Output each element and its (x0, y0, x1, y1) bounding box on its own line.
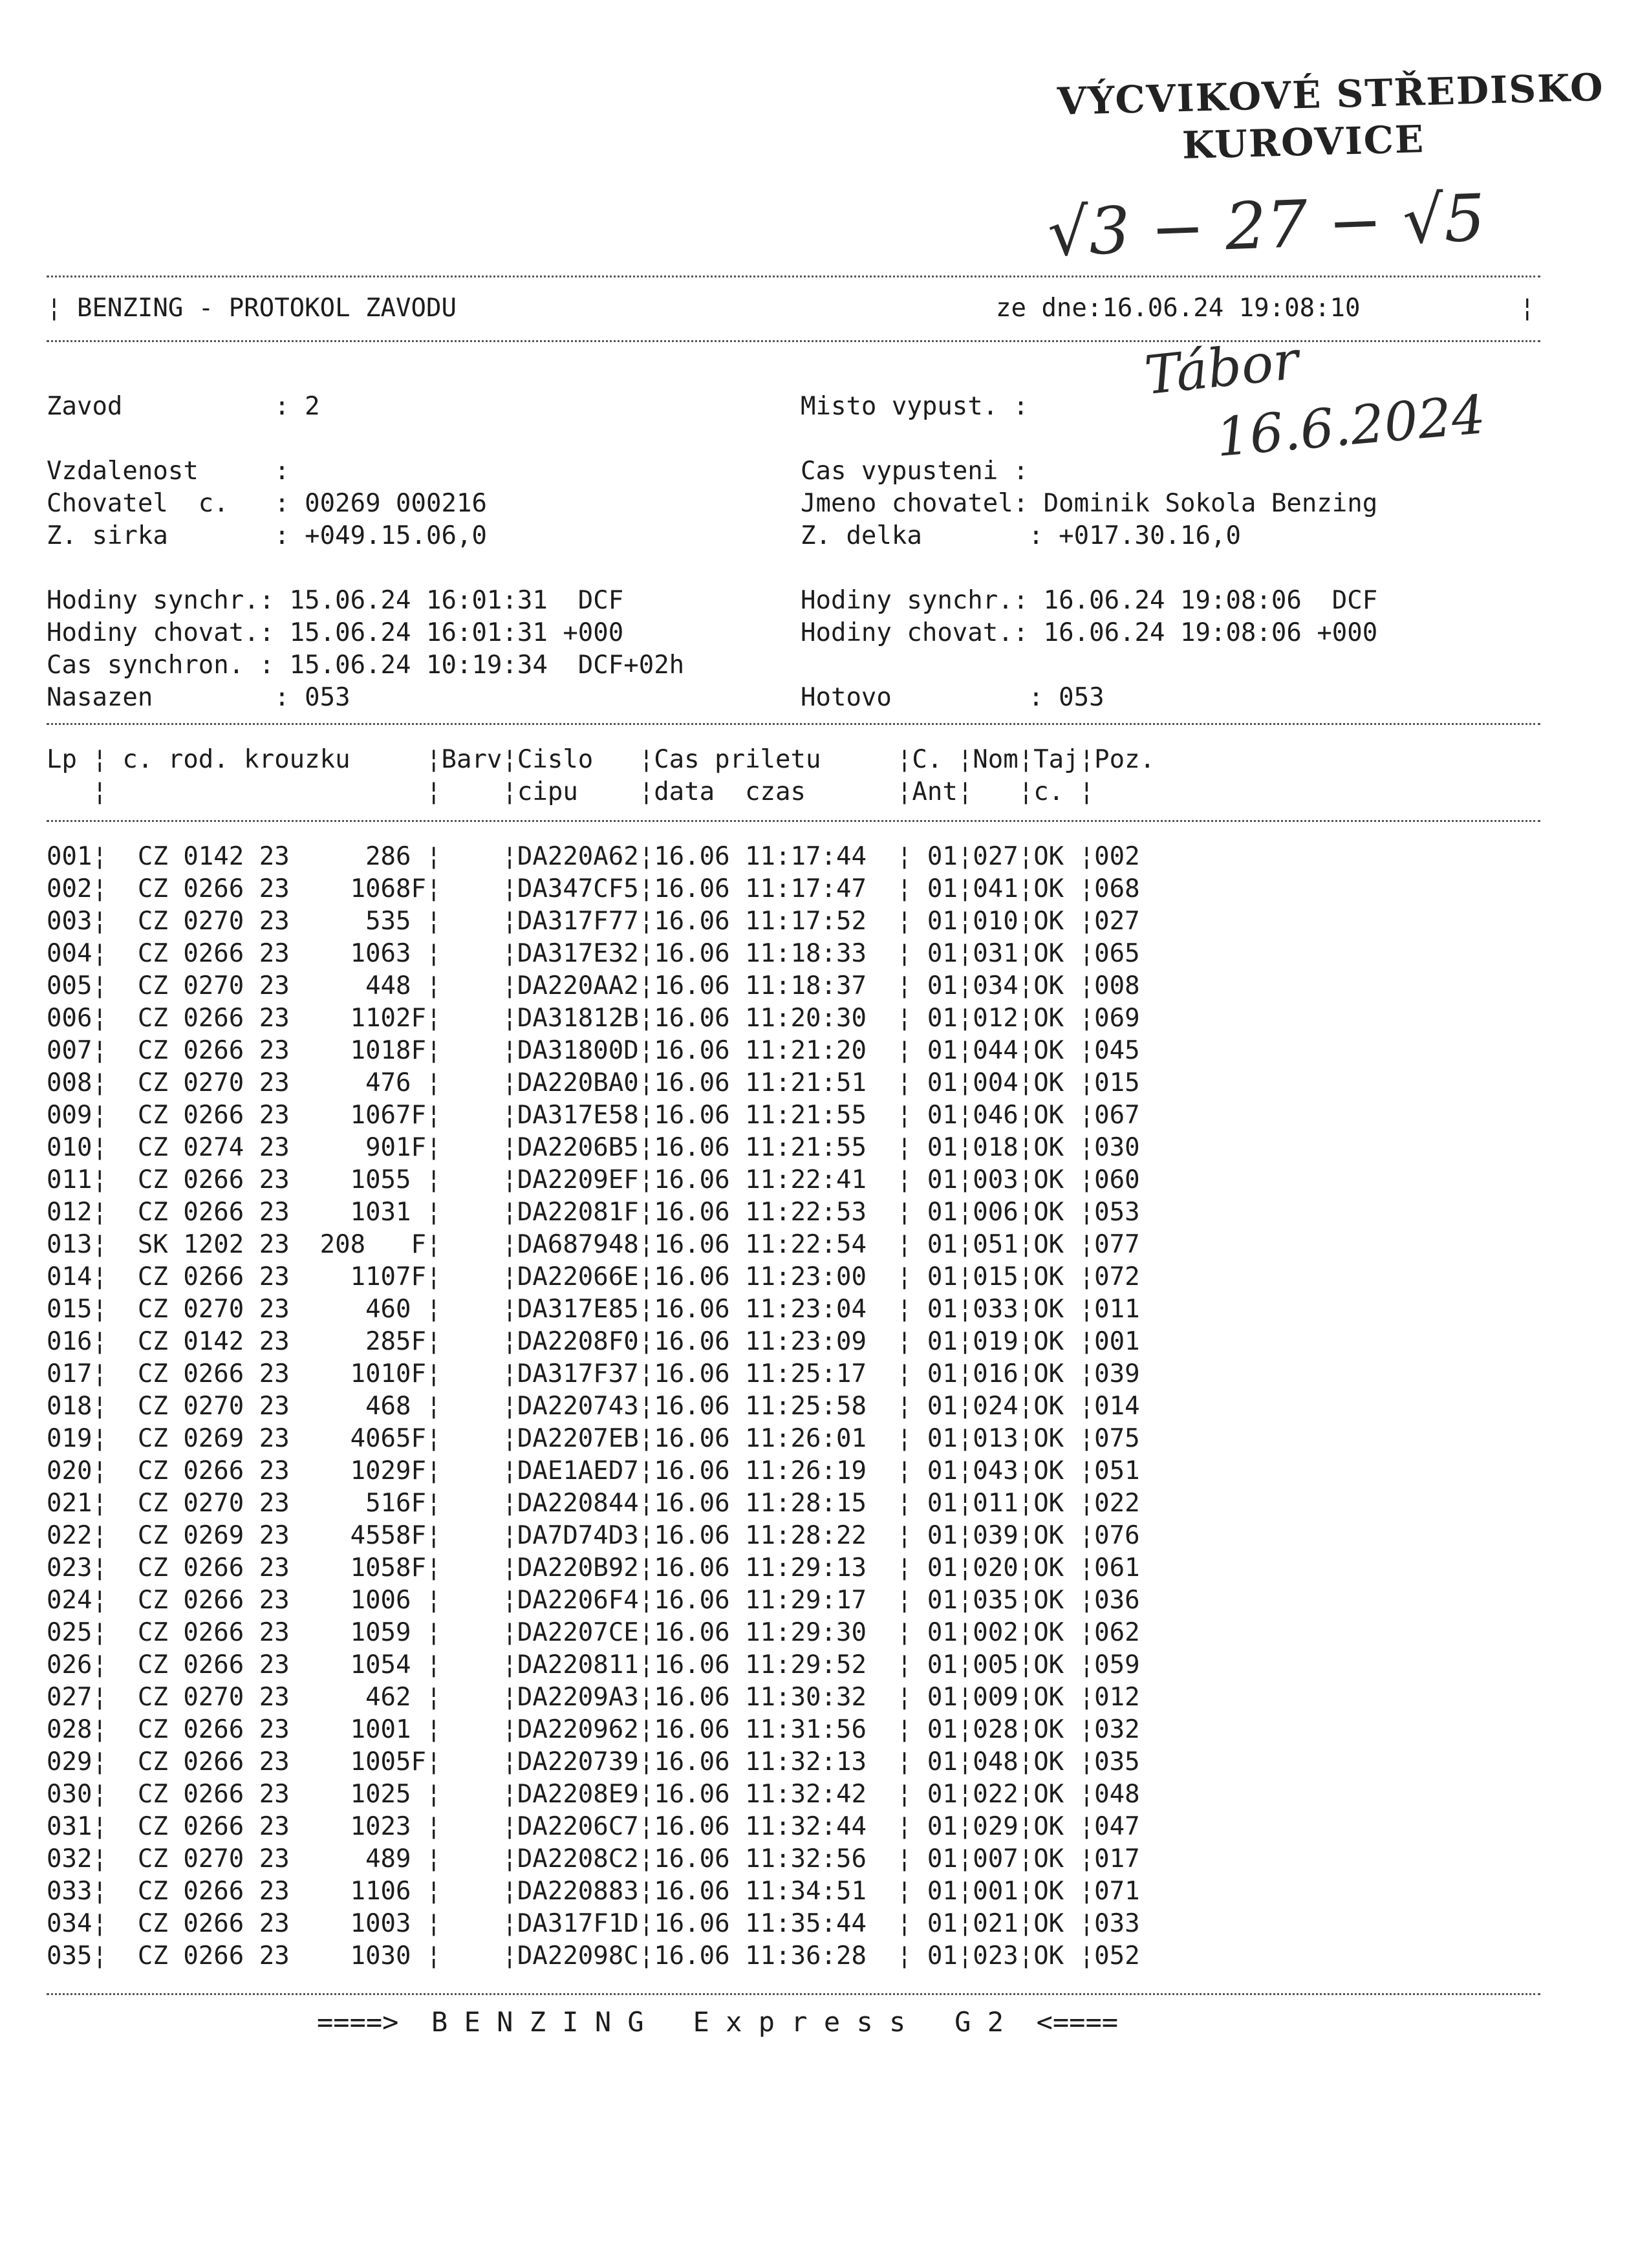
info-line: Z. sirka : +049.15.06,0 (47, 521, 487, 550)
stamp-line-1: VÝCVIKOVÉ STŘEDISKO (1057, 65, 1605, 124)
info-line: Misto vypust. : (801, 392, 1029, 421)
table-row: 005¦ CZ 0270 23 448 ¦ ¦DA220AA2¦16.06 11:18:37 ¦ 01¦034¦OK ¦008 (47, 971, 1140, 1000)
table-row: 009¦ CZ 0266 23 1067F¦ ¦DA317E58¦16.06 11:21:55 ¦ 01¦046¦OK ¦067 (47, 1101, 1140, 1130)
info-line: Cas synchron. : 15.06.24 10:19:34 DCF+02h (47, 651, 685, 680)
table-row: 021¦ CZ 0270 23 516F¦ ¦DA220844¦16.06 11:28:15 ¦ 01¦011¦OK ¦022 (47, 1489, 1140, 1518)
table-row: 010¦ CZ 0274 23 901F¦ ¦DA2206B5¦16.06 11:21:55 ¦ 01¦018¦OK ¦030 (47, 1133, 1140, 1162)
table-row: 006¦ CZ 0266 23 1102F¦ ¦DA31812B¦16.06 11:20:30 ¦ 01¦012¦OK ¦069 (47, 1004, 1140, 1033)
table-row: 015¦ CZ 0270 23 460 ¦ ¦DA317E85¦16.06 11:23:04 ¦ 01¦033¦OK ¦011 (47, 1295, 1140, 1324)
table-bottom-divider (47, 1993, 1540, 1995)
info-line: Hodiny synchr.: 15.06.24 16:01:31 DCF (47, 586, 624, 615)
table-row: 016¦ CZ 0142 23 285F¦ ¦DA2208F0¦16.06 11:23:09 ¦ 01¦019¦OK ¦001 (47, 1327, 1140, 1356)
report-title: ¦ BENZING - PROTOKOL ZAVODU (47, 294, 457, 323)
info-divider (47, 723, 1540, 725)
table-row: 028¦ CZ 0266 23 1001 ¦ ¦DA220962¦16.06 11:31:56 ¦ 01¦028¦OK ¦032 (47, 1715, 1140, 1744)
table-row: 025¦ CZ 0266 23 1059 ¦ ¦DA2207CE¦16.06 11:29:30 ¦ 01¦002¦OK ¦062 (47, 1618, 1140, 1647)
footer-banner: ====> B E N Z I N G E x p r e s s G 2 <==== (317, 2006, 1119, 2038)
info-line: Hodiny synchr.: 16.06.24 19:08:06 DCF (801, 586, 1378, 615)
table-row: 030¦ CZ 0266 23 1025 ¦ ¦DA2208E9¦16.06 11:32:42 ¦ 01¦022¦OK ¦048 (47, 1780, 1140, 1809)
title-end-bar: ¦ (1520, 294, 1535, 323)
table-row: 012¦ CZ 0266 23 1031 ¦ ¦DA22081F¦16.06 11:22:53 ¦ 01¦006¦OK ¦053 (47, 1198, 1140, 1227)
table-row: 017¦ CZ 0266 23 1010F¦ ¦DA317F37¦16.06 11:25:17 ¦ 01¦016¦OK ¦039 (47, 1359, 1140, 1388)
info-line: Hodiny chovat.: 16.06.24 19:08:06 +000 (801, 618, 1378, 647)
handwritten-place: Tábor (1141, 329, 1302, 407)
table-row: 018¦ CZ 0270 23 468 ¦ ¦DA220743¦16.06 11:25:58 ¦ 01¦024¦OK ¦014 (47, 1392, 1140, 1421)
top-divider (47, 275, 1540, 277)
table-row: 027¦ CZ 0270 23 462 ¦ ¦DA2209A3¦16.06 11:30:32 ¦ 01¦009¦OK ¦012 (47, 1683, 1140, 1712)
info-line: Nasazen : 053 (47, 683, 350, 712)
table-header-2: ¦ ¦ ¦cipu ¦data czas ¦Ant¦ ¦c. ¦ (47, 777, 1095, 806)
info-line: Jmeno chovatel: Dominik Sokola Benzing (801, 489, 1378, 518)
handwritten-date: 16.6.2024 (1213, 383, 1488, 470)
table-row: 011¦ CZ 0266 23 1055 ¦ ¦DA2209EF¦16.06 11:22:41 ¦ 01¦003¦OK ¦060 (47, 1165, 1140, 1194)
info-line: Hodiny chovat.: 15.06.24 16:01:31 +000 (47, 618, 624, 647)
table-row: 008¦ CZ 0270 23 476 ¦ ¦DA220BA0¦16.06 11:21:51 ¦ 01¦004¦OK ¦015 (47, 1068, 1140, 1097)
table-row: 024¦ CZ 0266 23 1006 ¦ ¦DA2206F4¦16.06 11:29:17 ¦ 01¦035¦OK ¦036 (47, 1586, 1140, 1615)
table-header-1: Lp ¦ c. rod. krouzku ¦Barv¦Cislo ¦Cas priletu ¦C. ¦Nom¦Taj¦Poz. (47, 745, 1156, 774)
stamp-line-2: KUROVICE (1181, 117, 1425, 167)
table-row: 026¦ CZ 0266 23 1054 ¦ ¦DA220811¦16.06 11:29:52 ¦ 01¦005¦OK ¦059 (47, 1650, 1140, 1679)
table-header-divider (47, 820, 1540, 822)
table-row: 035¦ CZ 0266 23 1030 ¦ ¦DA22098C¦16.06 11:36:28 ¦ 01¦023¦OK ¦052 (47, 1941, 1140, 1971)
info-line: Zavod : 2 (47, 392, 320, 421)
table-row: 019¦ CZ 0269 23 4065F¦ ¦DA2207EB¦16.06 11:26:01 ¦ 01¦013¦OK ¦075 (47, 1424, 1140, 1453)
table-row: 022¦ CZ 0269 23 4558F¦ ¦DA7D74D3¦16.06 11:28:22 ¦ 01¦039¦OK ¦076 (47, 1521, 1140, 1550)
info-line: Chovatel c. : 00269 000216 (47, 489, 487, 518)
table-row: 002¦ CZ 0266 23 1068F¦ ¦DA347CF5¦16.06 11:17:47 ¦ 01¦041¦OK ¦068 (47, 874, 1140, 903)
table-row: 013¦ SK 1202 23 208 F¦ ¦DA687948¦16.06 11:22:54 ¦ 01¦051¦OK ¦077 (47, 1230, 1140, 1259)
table-row: 003¦ CZ 0270 23 535 ¦ ¦DA317F77¦16.06 11:17:52 ¦ 01¦010¦OK ¦027 (47, 907, 1140, 936)
table-row: 001¦ CZ 0142 23 286 ¦ ¦DA220A62¦16.06 11:17:44 ¦ 01¦027¦OK ¦002 (47, 842, 1140, 871)
info-line: Hotovo : 053 (801, 683, 1105, 712)
title-divider (47, 340, 1540, 342)
table-row: 004¦ CZ 0266 23 1063 ¦ ¦DA317E32¦16.06 11:18:33 ¦ 01¦031¦OK ¦065 (47, 939, 1140, 968)
info-line: Cas vypusteni : (801, 457, 1029, 486)
table-row: 034¦ CZ 0266 23 1003 ¦ ¦DA317F1D¦16.06 11:35:44 ¦ 01¦021¦OK ¦033 (47, 1909, 1140, 1938)
table-row: 031¦ CZ 0266 23 1023 ¦ ¦DA2206C7¦16.06 11:32:44 ¦ 01¦029¦OK ¦047 (47, 1812, 1140, 1841)
table-row: 033¦ CZ 0266 23 1106 ¦ ¦DA220883¦16.06 11:34:51 ¦ 01¦001¦OK ¦071 (47, 1877, 1140, 1906)
table-row: 029¦ CZ 0266 23 1005F¦ ¦DA220739¦16.06 11:32:13 ¦ 01¦048¦OK ¦035 (47, 1747, 1140, 1777)
table-row: 014¦ CZ 0266 23 1107F¦ ¦DA22066E¦16.06 11:23:00 ¦ 01¦015¦OK ¦072 (47, 1262, 1140, 1291)
table-row: 007¦ CZ 0266 23 1018F¦ ¦DA31800D¦16.06 11:21:20 ¦ 01¦044¦OK ¦045 (47, 1036, 1140, 1065)
table-row: 023¦ CZ 0266 23 1058F¦ ¦DA220B92¦16.06 11:29:13 ¦ 01¦020¦OK ¦061 (47, 1553, 1140, 1582)
info-line: Z. delka : +017.30.16,0 (801, 521, 1241, 550)
info-line: Vzdalenost : (47, 457, 290, 486)
handwritten-code: √3 − 27 − √5 (1046, 180, 1487, 271)
table-row: 020¦ CZ 0266 23 1029F¦ ¦DAE1AED7¦16.06 11:26:19 ¦ 01¦043¦OK ¦051 (47, 1456, 1140, 1485)
table-row: 032¦ CZ 0270 23 489 ¦ ¦DA2208C2¦16.06 11:32:56 ¦ 01¦007¦OK ¦017 (47, 1844, 1140, 1874)
report-date: ze dne:16.06.24 19:08:10 (996, 294, 1361, 323)
